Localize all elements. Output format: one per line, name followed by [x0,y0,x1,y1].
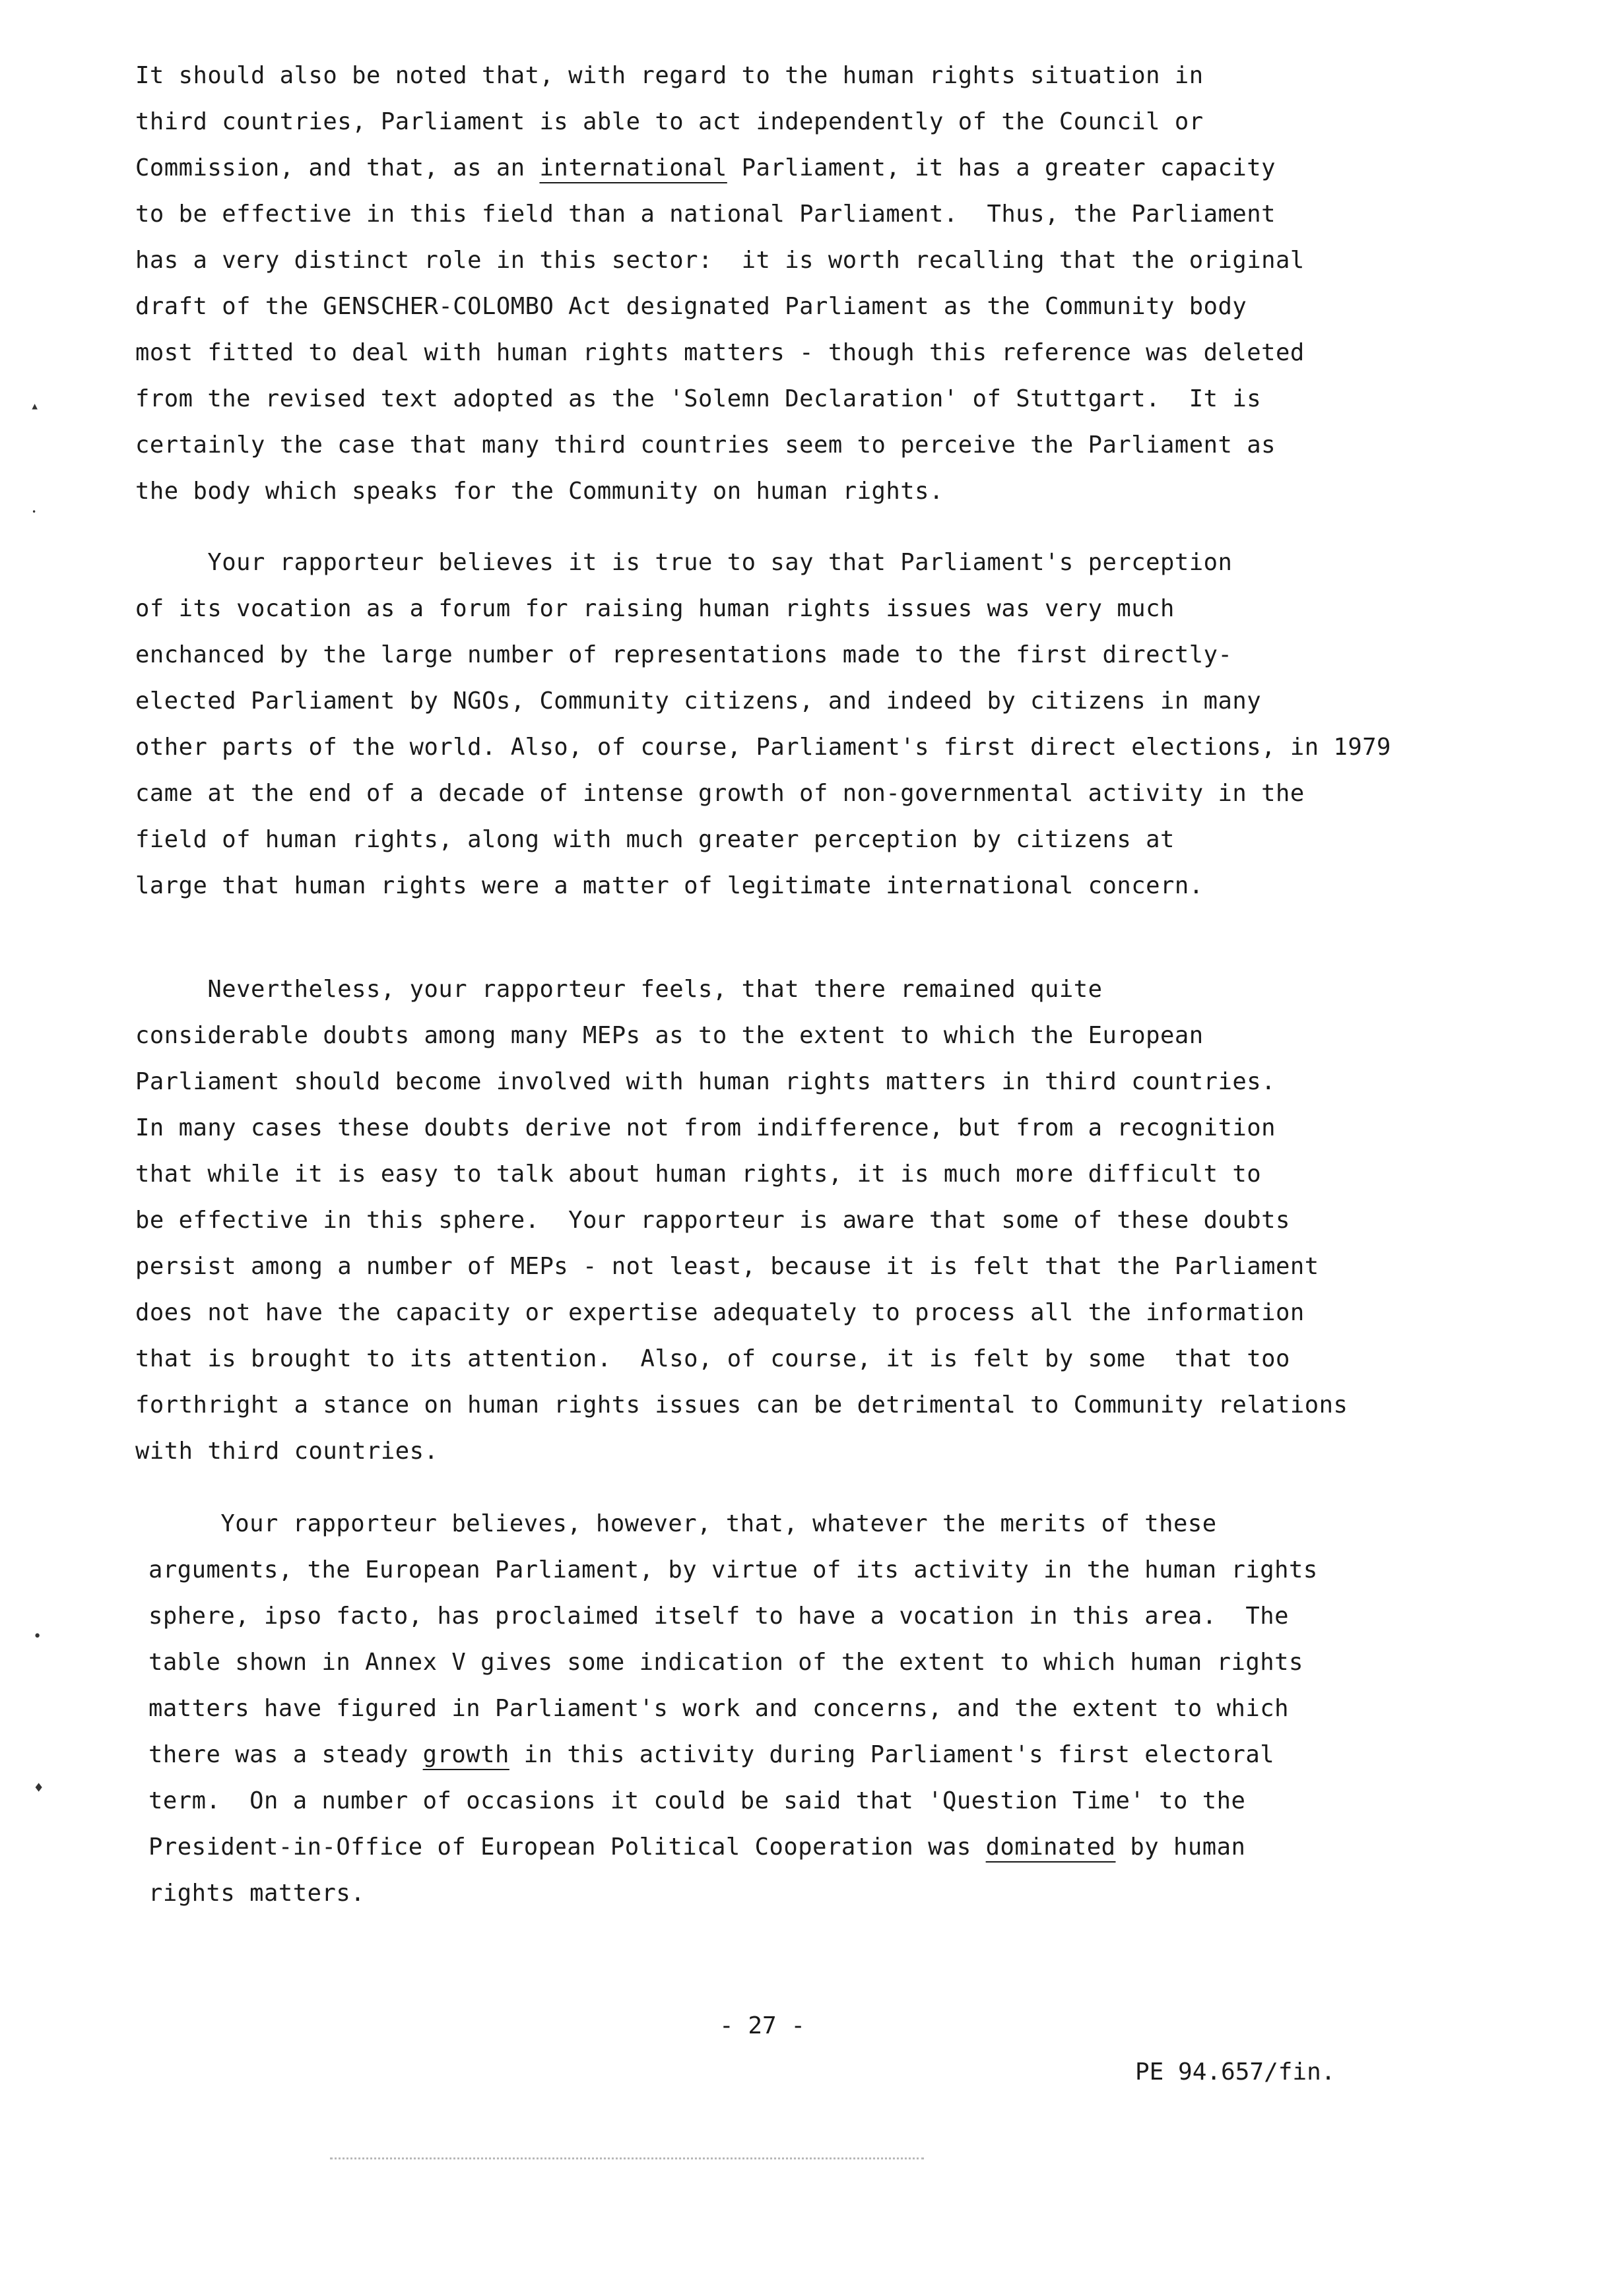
text-run: table shown in Annex V gives some indication of the extent to which human rights [148,1649,1303,1676]
text-run: Parliament, it has a greater capacity [727,154,1276,181]
underlined-text: international [539,154,727,181]
text-line [135,1013,1488,1059]
text-line [148,1547,1468,1593]
text-line [135,99,1455,145]
page-number: - 27 - [719,2012,806,2039]
text-run: matters have figured in Parliament's work and concerns, and the extent to which [148,1695,1289,1722]
text-run: President-in-Office of European Political Cooperation was [148,1834,986,1861]
text-line [135,863,1488,909]
text-line [135,678,1488,724]
text-run: term. On a number of occasions it could be said that 'Question Time' to the [148,1787,1246,1814]
text-line [135,284,1455,330]
scan-speck: ♦ [34,1780,44,1797]
text-run: rights matters. [148,1880,366,1907]
text-line [135,53,1455,99]
text-run: came at the end of a decade of intense growth of non-governmental activity in the [135,780,1305,807]
text-line [148,1686,1468,1732]
text-line [135,1428,1488,1475]
text-line [135,1151,1488,1197]
paragraph-4 [148,1501,1468,1917]
text-line [135,771,1488,817]
text-run: draft of the GENSCHER-COLOMBO Act designated Parliament as the Community body [135,293,1247,320]
text-line [148,1640,1468,1686]
text-line [135,1244,1488,1290]
text-line [135,422,1455,468]
text-run: Your rapporteur believes, however, that, whatever the merits of these [148,1510,1217,1537]
text-run: sphere, ipso facto, has proclaimed itself to have a vocation in this area. The [148,1603,1289,1630]
text-run: from the revised text adopted as the 'Solemn Declaration' of Stuttgart. It is [135,385,1262,412]
text-line [135,724,1488,771]
text-line [135,1382,1488,1428]
text-run: to be effective in this field than a national Parliament. Thus, the Parliament [135,201,1276,228]
text-line [135,817,1488,863]
text-line [135,1105,1488,1151]
paragraph-1 [135,53,1455,515]
text-line [135,1290,1488,1336]
text-line [148,1501,1468,1547]
text-run: forthright a stance on human rights issues can be detrimental to Community relations [135,1391,1348,1419]
text-line [135,632,1488,678]
text-line [148,1824,1468,1870]
text-run: large that human rights were a matter of legitimate international concern. [135,872,1204,899]
text-run: persist among a number of MEPs - not least, because it is felt that the Parliament [135,1253,1319,1280]
text-line [135,967,1488,1013]
text-run: third countries, Parliament is able to act independently of the Council or [135,108,1204,135]
underlined-text: dominated [985,1834,1116,1861]
text-line [135,468,1455,515]
text-run: the body which speaks for the Community on human rights. [135,478,944,505]
text-line [148,1732,1468,1778]
text-run: there was a steady [148,1741,423,1768]
text-run: that is brought to its attention. Also, of course, it is felt by some that too [135,1345,1290,1372]
text-line [135,145,1455,191]
document-reference: PE 94.657/fin. [1135,2058,1336,2086]
text-run: most fitted to deal with human rights matters - though this reference was deleted [135,339,1305,366]
text-run: elected Parliament by NGOs, Community citizens, and indeed by citizens in many [135,687,1262,715]
text-run: In many cases these doubts derive not from indifference, but from a recognition [135,1114,1276,1141]
text-line [135,191,1455,238]
text-run: Commission, and that, as an [135,154,540,181]
text-run: that while it is easy to talk about human rights, it is much more difficult to [135,1161,1262,1188]
text-line [135,1197,1488,1244]
text-run: considerable doubts among many MEPs as to the extent to which the European [135,1022,1204,1049]
text-line [135,1336,1488,1382]
text-run: has a very distinct role in this sector: it is worth recalling that the original [135,247,1305,274]
text-line [135,586,1488,632]
text-line [135,540,1488,586]
text-run: Nevertheless, your rapporteur feels, that there remained quite [135,976,1103,1003]
text-line [135,238,1455,284]
text-run: Parliament should become involved with human rights matters in third countries. [135,1068,1276,1095]
paragraph-2 [135,540,1488,909]
text-run: field of human rights, along with much greater perception by citizens at [135,826,1175,853]
scan-speck: • [33,1628,42,1645]
text-line [135,376,1455,422]
underlined-text: growth [422,1741,509,1768]
text-run: with third countries. [135,1438,439,1465]
scan-speck: • [32,507,37,517]
text-run: arguments, the European Parliament, by virtue of its activity in the human rights [148,1556,1318,1583]
text-run: It should also be noted that, with regard to the human rights situation in [135,62,1204,89]
text-line [148,1593,1468,1640]
text-run: of its vocation as a forum for raising human rights issues was very much [135,595,1175,622]
text-line [135,1059,1488,1105]
text-run: Your rapporteur believes it is true to say that Parliament's perception [135,549,1233,576]
paragraph-3 [135,967,1488,1475]
text-run: does not have the capacity or expertise adequately to process all the information [135,1299,1305,1326]
text-run: other parts of the world. Also, of course, Parliament's first direct elections, in 1979 [135,734,1391,761]
text-line [148,1778,1468,1824]
text-run: enchanced by the large number of representations made to the first directly- [135,641,1233,668]
text-run: by human [1115,1834,1246,1861]
scan-speck: ▴ [30,398,40,414]
text-run: be effective in this sphere. Your rapporteur is aware that some of these doubts [135,1207,1290,1234]
text-run: certainly the case that many third countries seem to perceive the Parliament as [135,431,1276,459]
text-line [135,330,1455,376]
scan-artifact-line [330,2157,924,2163]
text-line [148,1870,1468,1917]
text-run: in this activity during Parliament's first electoral [509,1741,1275,1768]
